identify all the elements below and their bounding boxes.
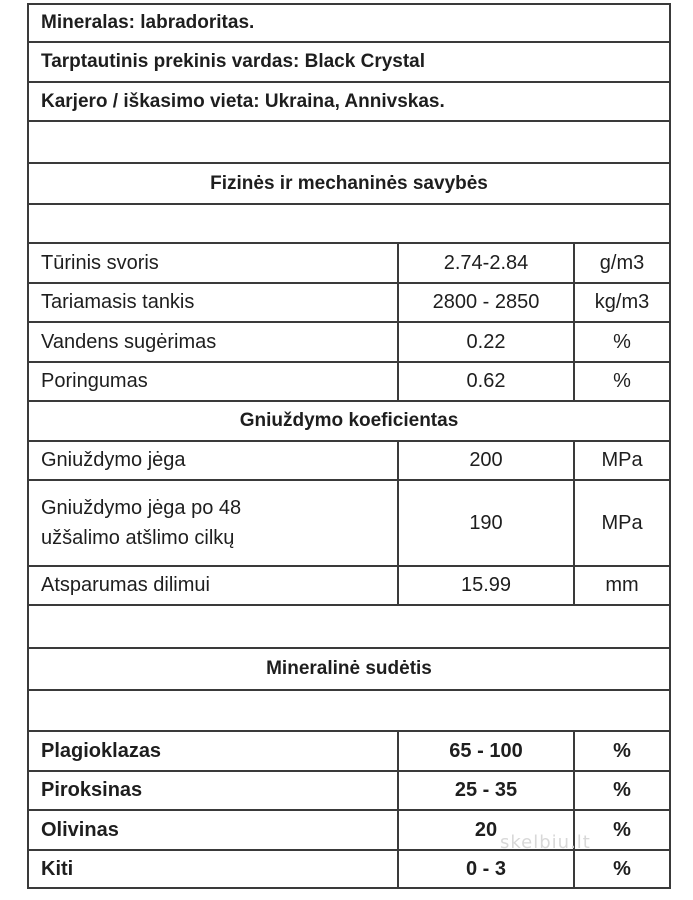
mineral-value: 25 - 35 — [399, 772, 575, 809]
property-value: 200 — [399, 442, 575, 479]
table-row — [27, 481, 671, 567]
mineral-name: Kiti — [29, 851, 399, 887]
property-value: 0.62 — [399, 363, 575, 400]
property-unit: % — [613, 330, 631, 353]
mineral-unit: % — [613, 857, 631, 880]
property-name-line: užšalimo atšlimo cilkų — [41, 527, 235, 549]
table-row — [27, 323, 671, 363]
quarry-location: Karjero / iškasimo vieta: Ukraina, Annivskas. — [41, 90, 445, 112]
section-title: Mineralinė sudėtis — [266, 658, 432, 679]
property-value: 0.22 — [399, 323, 575, 361]
property-unit: kg/m3 — [594, 291, 650, 313]
mineral-unit: % — [613, 818, 631, 841]
property-name: Gniuždymo jėga — [29, 442, 399, 479]
property-unit: MPa — [601, 449, 643, 471]
property-name: Poringumas — [29, 363, 399, 400]
blank-row — [27, 122, 671, 164]
property-name: Tūrinis svoris — [29, 244, 399, 282]
trade-name-row — [27, 43, 671, 83]
mineral-unit: % — [613, 779, 631, 801]
table-row — [27, 567, 671, 606]
watermark: skelbiu.lt — [500, 832, 591, 853]
section-title: Fizinės ir mechaninės savybės — [210, 172, 488, 194]
property-name-line: Gniuždymo jėga po 48 — [41, 497, 242, 519]
blank-row — [27, 606, 671, 649]
mineral-spec-table — [27, 3, 671, 889]
property-unit: g/m3 — [599, 251, 645, 274]
mineral-value: 65 - 100 — [399, 732, 575, 770]
property-unit: % — [613, 370, 631, 392]
table-row — [27, 442, 671, 481]
blank-row — [27, 205, 671, 244]
mineral-value: 20 — [399, 811, 575, 849]
section-title: Gniuždymo koeficientas — [239, 410, 459, 431]
quarry-row — [27, 83, 671, 122]
mineral-section-header — [27, 649, 671, 691]
table-row — [27, 284, 671, 323]
trade-name: Tarptautinis prekinis vardas: Black Crystal — [41, 51, 426, 72]
mineral-name: Olivinas — [29, 811, 399, 849]
table-row — [27, 244, 671, 284]
mineral-name-row — [27, 3, 671, 43]
mineral-name: Plagioklazas — [29, 732, 399, 770]
property-name: Vandens sugėrimas — [29, 323, 399, 361]
mineral-name: Mineralas: labradoritas. — [41, 12, 255, 33]
mineral-value: 0 - 3 — [399, 851, 575, 887]
table-row — [27, 363, 671, 402]
mineral-unit: % — [613, 739, 631, 762]
property-value: 2800 - 2850 — [399, 284, 575, 321]
property-value: 15.99 — [399, 567, 575, 604]
property-unit: mm — [605, 574, 639, 596]
property-value: 2.74-2.84 — [399, 244, 575, 282]
property-name — [29, 481, 399, 565]
property-value: 190 — [399, 481, 575, 565]
blank-row — [27, 691, 671, 732]
table-row — [27, 851, 671, 889]
property-name: Atsparumas dilimui — [29, 567, 399, 604]
compression-section-header — [27, 402, 671, 442]
table-row — [27, 732, 671, 772]
property-unit: MPa — [601, 511, 643, 534]
property-name: Tariamasis tankis — [29, 284, 399, 321]
physical-section-header — [27, 164, 671, 205]
mineral-name: Piroksinas — [29, 772, 399, 809]
table-row — [27, 772, 671, 811]
